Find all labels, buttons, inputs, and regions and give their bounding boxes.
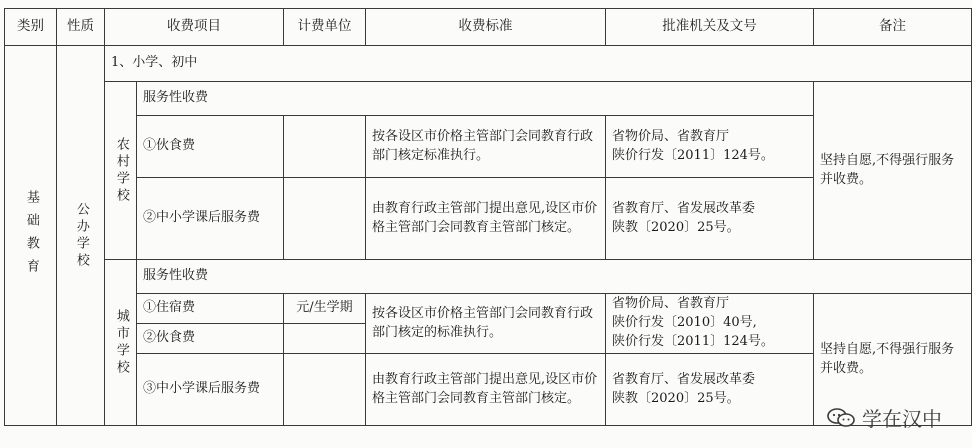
urban-remark: 坚持自愿,不得强行服务并收费。 [814,294,972,426]
table-row [5,294,972,324]
urban-item-2-unit [284,324,366,354]
watermark-text: 学在汉中 [862,407,942,431]
urban-item-1-name: ①住宿费 [137,294,284,324]
urban-item-2-name: ②伙食费 [137,324,284,354]
urban-shared-approval [606,294,814,354]
header-item: 收费项目 [105,9,284,46]
approval-line: 陕价行发〔2011〕124号。 [612,147,774,163]
urban-item-1-unit: 元/生学期 [284,294,366,324]
header-row [5,9,972,46]
approval-line: 陕价行发〔2011〕124号。 [612,333,774,349]
category-cell: 基础教育 [5,46,57,426]
rural-item-2-unit [284,178,366,260]
urban-item-3-name: ③中小学课后服务费 [137,354,284,426]
urban-item-3-unit [284,354,366,426]
approval-line: 省物价局、省教育厅 [612,128,730,144]
urban-item-3-approval [606,354,814,426]
urban-label: 城市学校 [105,260,137,426]
nature-cell: 公办学校 [57,46,105,426]
urban-service-row [5,260,972,294]
rural-item-1-standard: 按各设区市价格主管部门会同教育行政部门核定标准执行。 [366,116,606,178]
approval-line: 陕教〔2020〕25号。 [612,390,740,406]
rural-service-title: 服务性收费 [137,82,814,116]
approval-line: 省教育厅、省发展改革委 [612,200,756,216]
rural-item-1-unit [284,116,366,178]
approval-line: 陕教〔2020〕25号。 [612,219,740,235]
approval-line: 省物价局、省教育厅 [612,296,730,312]
section-title: 1、小学、初中 [105,46,972,82]
rural-item-2-name: ②中小学课后服务费 [137,178,284,260]
fee-table [4,8,972,426]
chat-bubble-icon [826,407,856,429]
rural-label: 农村学校 [105,82,137,260]
rural-item-2-approval [606,178,814,260]
header-standard: 收费标准 [366,9,606,46]
watermark [826,403,942,432]
header-approval: 批准机关及文号 [606,9,814,46]
urban-item-3-standard: 由教育行政主管部门提出意见,设区市价格主管部门会同教育主管部门核定。 [366,354,606,426]
rural-item-1-approval [606,116,814,178]
header-remarks: 备注 [814,9,972,46]
urban-service-title: 服务性收费 [137,260,972,294]
rural-remark: 坚持自愿,不得强行服务并收费。 [814,82,972,260]
header-category: 类别 [5,9,57,46]
rural-service-row [5,82,972,116]
urban-shared-standard: 按各设区市价格主管部门会同教育行政部门核定的标准执行。 [366,294,606,354]
header-unit: 计费单位 [284,9,366,46]
header-nature: 性质 [57,9,105,46]
approval-line: 陕价行发〔2010〕40号, [612,315,757,331]
section-row [5,46,972,82]
rural-item-2-standard: 由教育行政主管部门提出意见,设区市价格主管部门会同教育主管部门核定。 [366,178,606,260]
rural-item-1-name: ①伙食费 [137,116,284,178]
approval-line: 省教育厅、省发展改革委 [612,371,756,387]
